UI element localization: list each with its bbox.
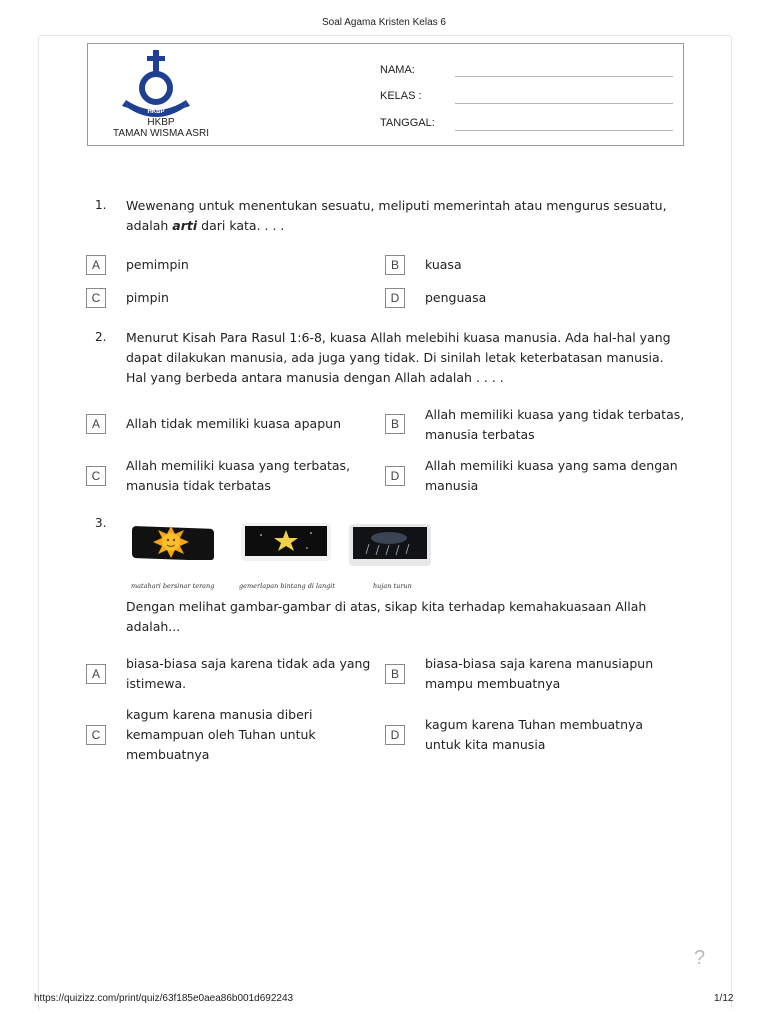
option-d-box[interactable]: D xyxy=(385,288,405,308)
option-a-box[interactable]: A xyxy=(86,414,106,434)
school-name: TAMAN WISMA ASRI xyxy=(113,128,209,139)
name-field[interactable] xyxy=(455,76,673,77)
option-d-text: Allah memiliki kuasa yang sama dengan manusia xyxy=(425,458,678,493)
option-c-text: pimpin xyxy=(126,290,169,305)
question-number: 3. xyxy=(95,516,107,530)
option-b-box[interactable]: B xyxy=(385,414,405,434)
star-image xyxy=(241,523,331,561)
option-c-text: Allah memiliki kuasa yang terbatas, manusia tidak terbatas xyxy=(126,458,351,493)
option-c-box[interactable]: C xyxy=(86,466,106,486)
option-c-box[interactable]: C xyxy=(86,288,106,308)
help-icon[interactable]: ? xyxy=(694,947,706,969)
option-d-text: kagum karena Tuhan membuatnya untuk kita manusia xyxy=(425,717,644,752)
class-label: KELAS : xyxy=(380,90,422,102)
footer-url: https://quizizz.com/print/quiz/63f185e0aea86b001d692243 xyxy=(34,993,294,1004)
option-b-box[interactable]: B xyxy=(385,255,405,275)
class-field[interactable] xyxy=(455,103,673,104)
date-label: TANGGAL: xyxy=(380,117,435,129)
page-number: 1/12 xyxy=(714,993,734,1004)
option-b-text: biasa-biasa saja karena manusiapun mampu membuatnya xyxy=(425,656,654,691)
date-field[interactable] xyxy=(455,130,673,131)
question-text-part: Wewenang untuk menentukan sesuatu, meliputi memerintah atau mengurus sesuatu, adalah xyxy=(126,198,667,233)
question-number: 1. xyxy=(95,198,107,212)
question-text-part: dari kata. . . . xyxy=(197,218,285,233)
rain-image xyxy=(349,524,431,566)
name-label: NAMA: xyxy=(380,64,415,76)
option-a-text: biasa-biasa saja karena tidak ada yang istimewa. xyxy=(126,656,371,691)
option-d-text: penguasa xyxy=(425,290,487,305)
option-d-box[interactable]: D xyxy=(385,466,405,486)
logo-caption xyxy=(86,117,236,139)
image-caption: matahari bersinar terang xyxy=(131,582,215,590)
option-a-text: Allah tidak memiliki kuasa apapun xyxy=(126,416,341,431)
question-emphasis: arti xyxy=(172,218,198,233)
logo-hkbp-text: HKBP xyxy=(147,117,175,128)
question-text: Menurut Kisah Para Rasul 1:6-8, kuasa Allah melebihi kuasa manusia. Ada hal-hal yang dapat dilakukan manusia, ada juga yang tidak. Di sinilah letak keterbatasan manusia. Hal yang berbeda antara manusia dengan Allah adalah . . . . xyxy=(126,330,671,385)
image-caption: hujan turun xyxy=(373,582,412,590)
question-text xyxy=(126,196,686,236)
logo-ring-text: HKBP xyxy=(147,109,165,115)
option-b-text: kuasa xyxy=(425,257,462,272)
image-caption: gemerlapan bintang di langit xyxy=(239,582,335,590)
document-title: Soal Agama Kristen Kelas 6 xyxy=(322,17,446,28)
option-a-box[interactable]: A xyxy=(86,255,106,275)
option-b-text: Allah memiliki kuasa yang tidak terbatas, manusia terbatas xyxy=(425,407,685,442)
option-c-text: kagum karena manusia diberi kemampuan oleh Tuhan untuk membuatnya xyxy=(126,707,316,762)
option-c-box[interactable]: C xyxy=(86,725,106,745)
question-text: Dengan melihat gambar-gambar di atas, sikap kita terhadap kemahakuasaan Allah adalah... xyxy=(126,599,647,634)
option-d-box[interactable]: D xyxy=(385,725,405,745)
quiz-sheet xyxy=(38,35,732,1010)
option-a-text: pemimpin xyxy=(126,257,189,272)
option-a-box[interactable]: A xyxy=(86,664,106,684)
sun-image xyxy=(131,524,215,560)
question-number: 2. xyxy=(95,330,107,344)
option-b-box[interactable]: B xyxy=(385,664,405,684)
